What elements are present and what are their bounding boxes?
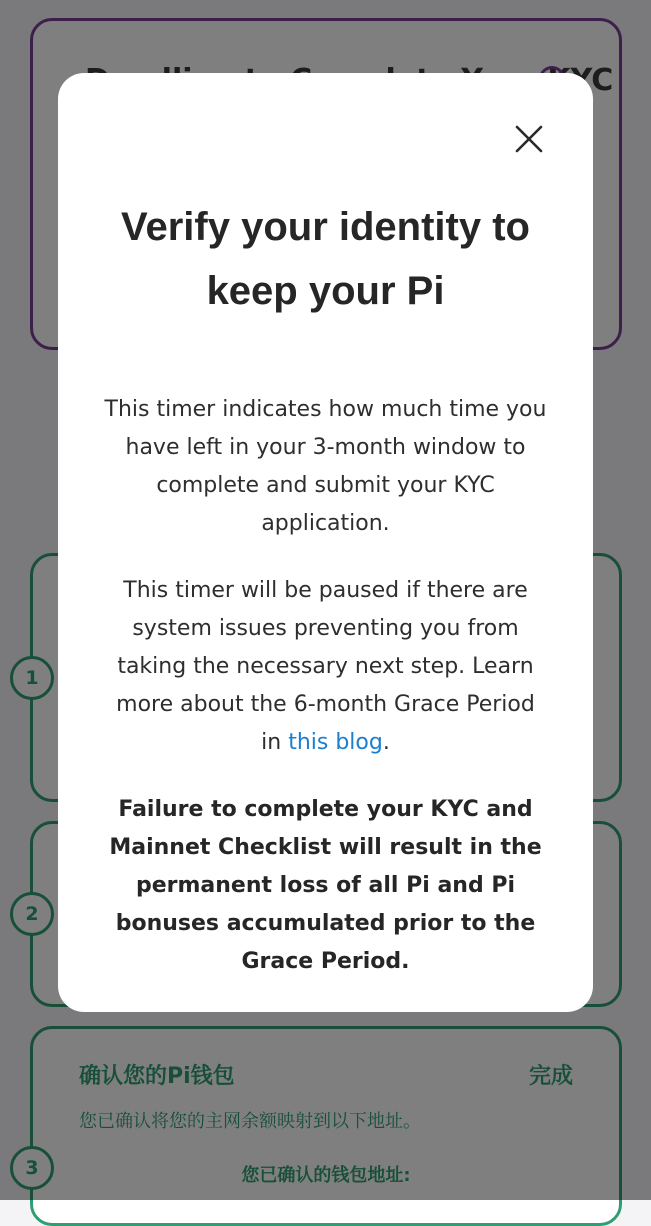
loss-warning: Failure to complete your KYC and Mainnet Checklist will result in the permanent loss of all Pi and Pi bonuses accumulated prior to the Grace Period. bbox=[109, 797, 542, 974]
timer-explanation: This timer indicates how much time you have left in your 3-month window to complete and submit your KYC application. bbox=[104, 397, 547, 536]
kyc-info-modal bbox=[58, 73, 593, 1012]
close-icon[interactable] bbox=[511, 121, 547, 157]
modal-title: Verify your identity to keep your Pi bbox=[121, 205, 530, 313]
timer-pause-suffix: . bbox=[382, 730, 390, 755]
blog-link[interactable]: this blog bbox=[288, 730, 383, 755]
timer-pause-explanation bbox=[104, 572, 547, 762]
timer-pause-text: This timer will be paused if there are system issues preventing you from taking the necessary next step. Learn more about the 6-month Grace Period in bbox=[116, 578, 535, 755]
